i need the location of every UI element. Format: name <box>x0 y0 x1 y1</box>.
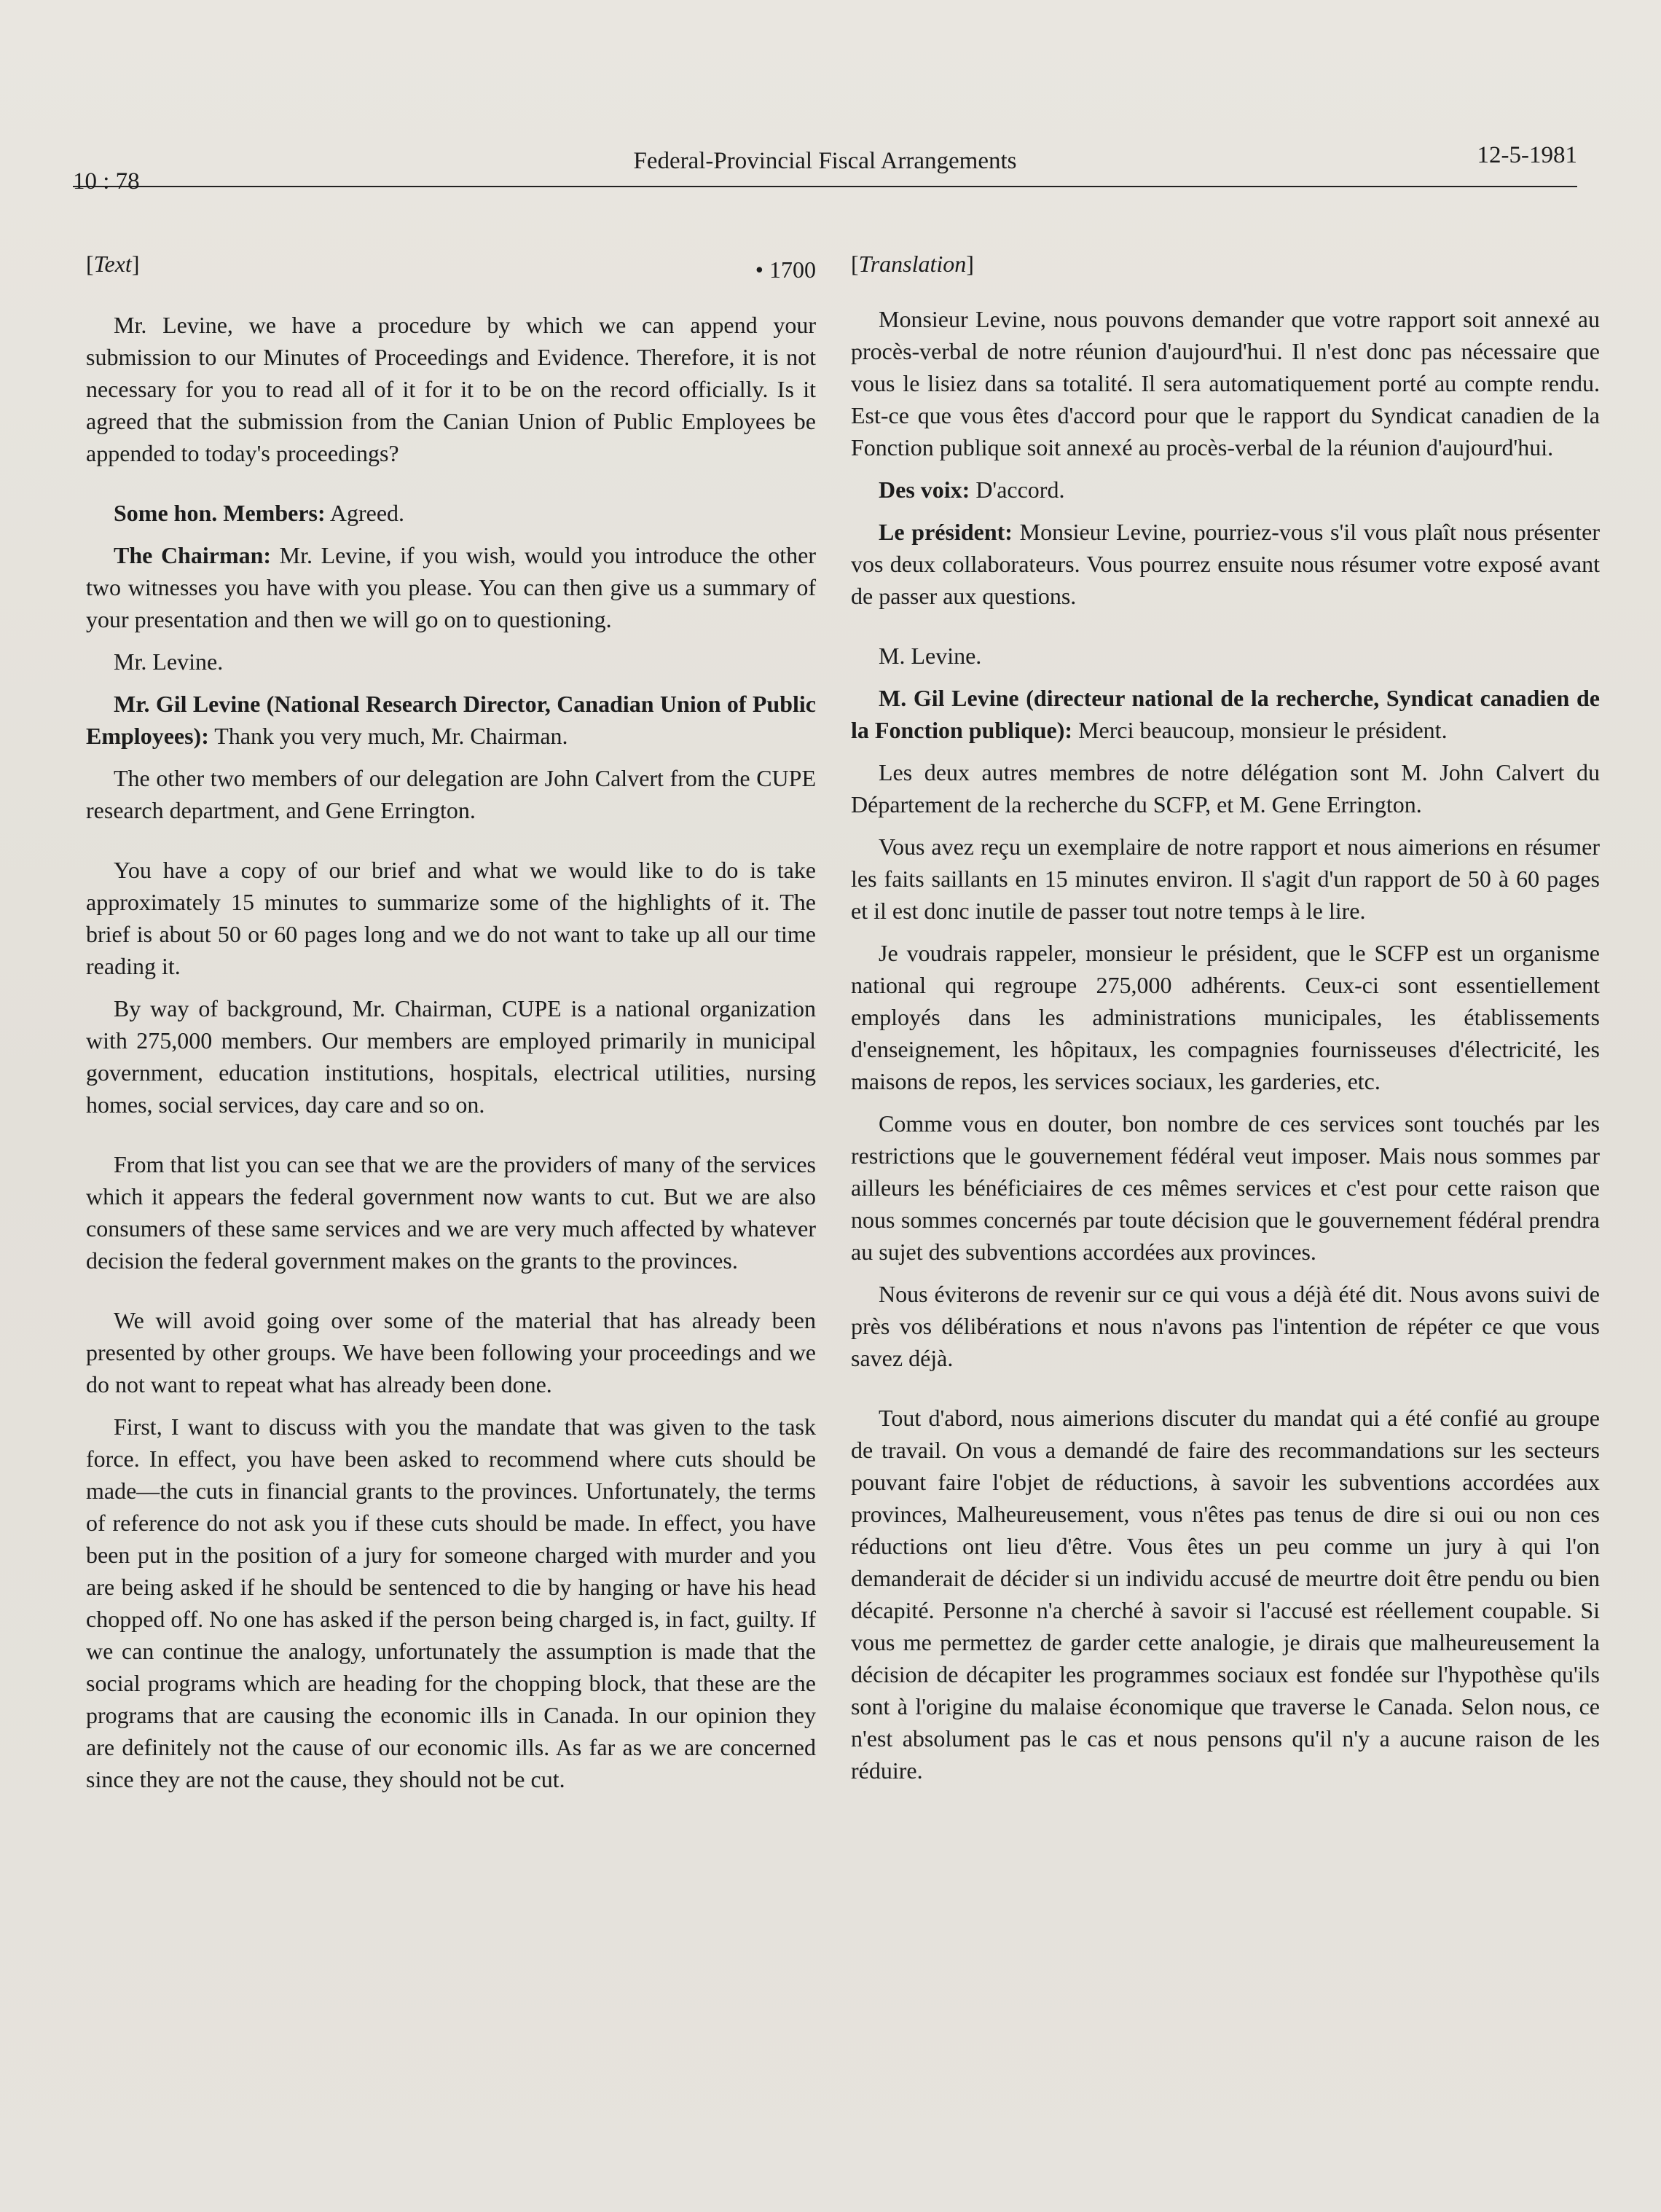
speaker-name: Mr. Gil Levine (National Research Director, Canadian Union of Public Employees): <box>86 691 816 749</box>
paragraph: M. Levine. <box>879 643 982 669</box>
spacer <box>851 622 1600 640</box>
spacer <box>86 836 816 854</box>
paragraph: You have a copy of our brief and what we would like to do is take approximately 15 minutes to summarize some of the highlights of it. The brief is about 50 or 60 pages long and we do not want to take up all our time reading it. <box>86 857 816 979</box>
paragraph <box>851 474 1600 506</box>
french-column <box>851 248 1600 1797</box>
paragraph: Nous éviterons de revenir sur ce qui vous a déjà été dit. Nous avons suivi de près vos délibérations et nous n'avons pas l'intention de répéter ce que vous savez déjà. <box>851 1281 1600 1371</box>
spacer <box>86 1131 816 1148</box>
speech-text: D'accord. <box>970 476 1065 503</box>
paragraph: Tout d'abord, nous aimerions discuter du mandat qui a été confié au groupe de travail. On vous a demandé de faire des recommandations sur les secteurs pouvant faire l'objet de réductions, à savoir les subventions accordées aux provinces, Malheureusement, vous n'êtes pas tenus de dire si oui ou non ces réductions ont lieu d'être. Vous êtes un peu comme un jury à qui l'on demanderait de décider si un individu accusé de meurtre doit être pendu ou bien décapité. Personne n'a cherché à savoir si l'accusé est réellement coupable. Si vous me permettez de garder cette analogie, je dirais que malheureusement la décision de décapiter les programmes sociaux est fondée sur l'hypothèse qu'ils sont à l'origine du malaise économique que traverse le Canada. Selon nous, ce n'est absolument pas le cas et nous pensons qu'il n'y a aucune raison de les réduire. <box>851 1405 1600 1784</box>
paragraph: Vous avez reçu un exemplaire de notre rapport et nous aimerions en résumer les faits saillants en 15 minutes environ. Il s'agit d'un rapport de 50 à 60 pages et il est donc inutile de passer tout notre temps à le lire. <box>851 834 1600 924</box>
speech-text: Thank you very much, Mr. Chairman. <box>208 723 568 749</box>
language-tag: [Translation] <box>851 251 974 277</box>
speaker-name: Des voix: <box>879 476 970 503</box>
speaker-name: Le président: <box>879 519 1013 545</box>
paragraph <box>851 682 1600 746</box>
paragraph <box>86 688 816 752</box>
paragraph: The other two members of our delegation are John Calvert from the CUPE research department, and Gene Errington. <box>86 765 816 823</box>
time-marker: • 1700 <box>755 256 816 283</box>
spacer <box>851 286 1600 303</box>
speech-text: Merci beaucoup, monsieur le président. <box>1072 717 1448 743</box>
header-date: 12-5-1981 <box>1477 142 1577 168</box>
page-header <box>73 142 1577 195</box>
language-tag-text: Text <box>93 251 132 277</box>
paragraph: First, I want to discuss with you the mandate that was given to the task force. In effect, you have been asked to recommend where cuts should be made—the cuts in financial grants to the provinces. Unfortunately, the terms of reference do not ask you if these cuts should be made. In effect, you have been put in the position of a jury for someone charged with murder and you are being asked if he should be sentenced to die by hanging or have his head chopped off. No one has asked if the person being charged is, in fact, guilty. If we can continue the analogy, unfortunately the assumption is made that the social programs which are heading for the chopping block, that these are the programs that are causing the economic ills in Canada. In our opinion they are definitely not the cause of our economic ills. As far as we are concerned since they are not the cause, they should not be cut. <box>86 1413 816 1792</box>
paragraph <box>86 497 816 529</box>
paragraph: Je voudrais rappeler, monsieur le président, que le SCFP est un organisme national qui regroupe 275,000 adhérents. Ceux-ci sont essentiellement employés dans les administrations municipales, les établissements d'enseignement, les hôpitaux, les compagnies fournisseuses d'électricité, les maisons de repos, les services sociaux, les garderies, etc. <box>851 940 1600 1094</box>
spacer <box>86 1287 816 1304</box>
paragraph: Comme vous en douter, bon nombre de ces services sont touchés par les restrictions que le gouvernement fédéral veut imposer. Mais nous sommes par ailleurs les bénéficiaires de ces mêmes services et c'est pour cette raison que nous sommes concernés par toute décision que le gouvernement fédéral prendra au sujet des subventions accordées aux provinces. <box>851 1110 1600 1265</box>
language-tag: [Text] <box>86 251 140 277</box>
spacer <box>86 479 816 497</box>
speaker-name: M. Gil Levine (directeur national de la recherche, Syndicat canadien de la Fonction publique): <box>851 685 1600 743</box>
speaker-name: The Chairman: <box>114 542 272 568</box>
paragraph: From that list you can see that we are the providers of many of the services which it appears the federal government now wants to cut. But we are also consumers of these same services and we are very much affected by whatever decision the federal government makes on the grants to the provinces. <box>86 1151 816 1274</box>
paragraph: By way of background, Mr. Chairman, CUPE is a national organization with 275,000 members. Our members are employed primarily in municipal government, education institutions, hospitals, electrical utilities, nursing homes, social services, day care and so on. <box>86 995 816 1118</box>
running-title: Federal-Provincial Fiscal Arrangements <box>633 148 1017 174</box>
page-number: 10 : 78 <box>73 168 140 195</box>
spacer <box>851 1384 1600 1402</box>
english-column <box>86 248 816 1805</box>
spacer <box>86 291 816 309</box>
speaker-name: Some hon. Members: <box>114 500 326 526</box>
paragraph: Les deux autres membres de notre délégation sont M. John Calvert du Département de la recherche du SCFP, et M. Gene Errington. <box>851 759 1600 817</box>
speech-text: Mr. Levine, if you wish, would you introduce the other two witnesses you have with you please. You can then give us a summary of your presentation and then we will go on to questioning. <box>86 542 817 632</box>
paragraph: Monsieur Levine, nous pouvons demander que votre rapport soit annexé au procès-verbal de notre réunion d'aujourd'hui. Il n'est donc pas nécessaire que vous le lisiez dans sa totalité. Il sera automatiquement porté au compte rendu. Est-ce que vous êtes d'accord pour que le rapport du Syndicat canadien de la Fonction publique soit annexé au procès-verbal de la réunion d'aujourd'hui. <box>851 306 1600 460</box>
paragraph: Mr. Levine, we have a procedure by which we can append your submission to our Minutes of Proceedings and Evidence. Therefore, it is not necessary for you to read all of it for it to be on the record officially. Is it agreed that the submission from the Canian Union of Public Employees be appended to today's proceedings? <box>86 312 816 466</box>
language-tag-text: Translation <box>858 251 967 277</box>
paragraph: Mr. Levine. <box>114 648 224 675</box>
paragraph <box>86 539 816 635</box>
paragraph <box>851 516 1600 612</box>
speech-text: Monsieur Levine, pourriez-vous s'il vous plaît nous présenter vos deux collaborateurs. Vous pourrez ensuite nous résumer votre exposé avant de passer aux questions. <box>851 519 1601 609</box>
paragraph: We will avoid going over some of the material that has already been presented by other groups. We have been following your proceedings and we do not want to repeat what has already been done. <box>86 1307 816 1397</box>
speech-text: Agreed. <box>325 500 405 526</box>
